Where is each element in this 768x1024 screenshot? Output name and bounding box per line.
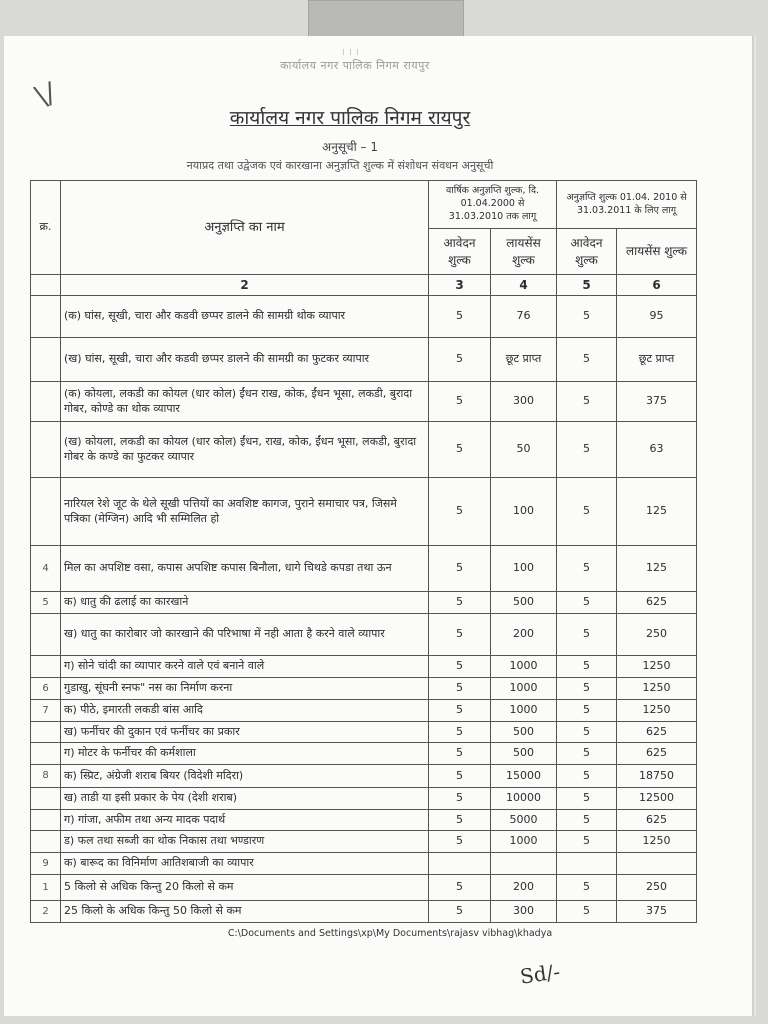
table-row: [31, 700, 697, 722]
row-license-fee-2000: 200: [491, 614, 557, 656]
row-application-fee-2010: 5: [557, 338, 617, 382]
application-fee-header: आवेदन शुल्क: [557, 229, 617, 275]
row-description: नारियल रेशे जूट के थेले सूखी पत्तियों का अवशिष्ट कागज, पुराने समाचार पत्र, जिसमे पत्रिका (मेग्जिन) आदि भी सम्मिलित हो: [61, 478, 429, 546]
row-license-fee-2000: 10000: [491, 788, 557, 810]
row-application-fee-2010: [557, 853, 617, 875]
table-row: [31, 678, 697, 700]
row-description: क) बारूद का विनिर्माण आतिशबाजी का व्यापार: [61, 853, 429, 875]
row-application-fee-2000: 5: [429, 722, 491, 743]
row-description: ख) फर्नीचर की दुकान एवं फर्नीचर का प्रकार: [61, 722, 429, 743]
row-sno: 6: [31, 678, 61, 700]
row-application-fee-2000: [429, 853, 491, 875]
table-row: [31, 831, 697, 853]
row-license-fee-2010: 1250: [617, 700, 697, 722]
row-sno: [31, 296, 61, 338]
row-license-fee-2010: 12500: [617, 788, 697, 810]
row-sno: [31, 656, 61, 678]
row-sno: 8: [31, 765, 61, 788]
row-application-fee-2010: 5: [557, 722, 617, 743]
row-license-fee-2000: 100: [491, 546, 557, 592]
row-application-fee-2000: 5: [429, 788, 491, 810]
row-application-fee-2000: 5: [429, 831, 491, 853]
row-license-fee-2010: 625: [617, 810, 697, 831]
row-license-fee-2000: 100: [491, 478, 557, 546]
row-application-fee-2010: 5: [557, 382, 617, 422]
row-application-fee-2000: 5: [429, 678, 491, 700]
row-application-fee-2010: 5: [557, 592, 617, 614]
row-application-fee-2010: 5: [557, 296, 617, 338]
row-sno: [31, 743, 61, 765]
col-number: 3: [429, 275, 491, 296]
row-license-fee-2010: 125: [617, 546, 697, 592]
row-application-fee-2010: 5: [557, 743, 617, 765]
row-sno: 5: [31, 592, 61, 614]
row-description: ख) ताडी या इसी प्रकार के पेय (देशी शराब): [61, 788, 429, 810]
table-row: [31, 901, 697, 923]
row-application-fee-2010: 5: [557, 901, 617, 923]
row-description: (ख) घांस, सूखी, चारा और कडवी छप्पर डालने की सामग्री का फुटकर व्यापार: [61, 338, 429, 382]
row-license-fee-2000: 76: [491, 296, 557, 338]
row-sno: [31, 422, 61, 478]
col-number: 6: [617, 275, 697, 296]
row-application-fee-2000: 5: [429, 656, 491, 678]
row-application-fee-2000: 5: [429, 765, 491, 788]
col-number: 5: [557, 275, 617, 296]
row-license-fee-2000: 300: [491, 382, 557, 422]
schedule-label: अनुसूची – 1: [322, 140, 378, 154]
row-description: मिल का अपशिष्ट वसा, कपास अपशिष्ट कपास बिनौला, धागे चिथडे कपडा तथा ऊन: [61, 546, 429, 592]
col-number: 4: [491, 275, 557, 296]
row-license-fee-2000: छूट प्राप्त: [491, 338, 557, 382]
row-description: 5 किलो से अधिक किन्तु 20 किलो से कम: [61, 875, 429, 901]
row-application-fee-2000: 5: [429, 614, 491, 656]
row-license-fee-2010: 625: [617, 743, 697, 765]
row-license-fee-2010: 375: [617, 901, 697, 923]
table-row: [31, 656, 697, 678]
row-description: (ख) कोयला, लकडी का कोयल (धार कोल) ईंधन, राख, कोक, ईंधन भूसा, लकडी, बुरादा गोबर के कण्डे का फुटकर व्यापार: [61, 422, 429, 478]
row-license-fee-2000: 500: [491, 592, 557, 614]
row-license-fee-2010: 625: [617, 592, 697, 614]
table-row: [31, 382, 697, 422]
row-application-fee-2010: 5: [557, 614, 617, 656]
row-description: क) स्प्रिट, अंग्रेजी शराब बियर (विदेशी मदिरा): [61, 765, 429, 788]
row-description: गुडाखु, सूंघनी स्नफ" नस का निर्माण करना: [61, 678, 429, 700]
row-sno: [31, 831, 61, 853]
row-sno: [31, 810, 61, 831]
row-license-fee-2010: 1250: [617, 831, 697, 853]
table-row: [31, 853, 697, 875]
margin-checkmark: \/: [30, 75, 60, 114]
faded-stamp-ghost: । । ।: [341, 47, 359, 58]
row-description: क) पीठे, इमारती लकडी बांस आदि: [61, 700, 429, 722]
row-sno: 7: [31, 700, 61, 722]
table-row: [31, 788, 697, 810]
row-description: ख) धातु का कारोबार जो कारखाने की परिभाषा में नही आता है करने वाले व्यापार: [61, 614, 429, 656]
row-sno: [31, 338, 61, 382]
row-application-fee-2010: 5: [557, 478, 617, 546]
scanner-lid-tab: [308, 0, 464, 38]
row-application-fee-2000: 5: [429, 875, 491, 901]
row-description: (क) घांस, सूखी, चारा और कडवी छप्पर डालने की सामग्री थोक व्यापार: [61, 296, 429, 338]
table-row: [31, 810, 697, 831]
row-application-fee-2010: 5: [557, 788, 617, 810]
row-license-fee-2000: 1000: [491, 700, 557, 722]
row-application-fee-2000: 5: [429, 743, 491, 765]
row-application-fee-2010: 5: [557, 546, 617, 592]
table-row: [31, 422, 697, 478]
row-application-fee-2010: 5: [557, 422, 617, 478]
license-fee-table: [30, 180, 697, 923]
table-row: [31, 592, 697, 614]
row-license-fee-2010: 1250: [617, 678, 697, 700]
row-sno: [31, 382, 61, 422]
row-sno: 9: [31, 853, 61, 875]
row-sno: [31, 788, 61, 810]
row-description: ग) गांजा, अफीम तथा अन्य मादक पदार्थ: [61, 810, 429, 831]
row-sno: 1: [31, 875, 61, 901]
row-license-fee-2000: 500: [491, 743, 557, 765]
row-license-fee-2010: छूट प्राप्त: [617, 338, 697, 382]
row-license-fee-2000: 50: [491, 422, 557, 478]
row-license-fee-2010: 250: [617, 614, 697, 656]
row-license-fee-2000: 5000: [491, 810, 557, 831]
col-name-header: अनुज्ञप्ति का नाम: [61, 181, 429, 275]
row-license-fee-2000: 300: [491, 901, 557, 923]
row-license-fee-2010: 18750: [617, 765, 697, 788]
row-application-fee-2000: 5: [429, 810, 491, 831]
row-description: ग) मोटर के फर्नीचर की कर्मशाला: [61, 743, 429, 765]
period1-header: वार्षिक अनुज्ञप्ति शुल्क, दि. 01.04.2000 से 31.03.2010 तक लागू: [429, 181, 557, 229]
row-sno: 4: [31, 546, 61, 592]
row-description: (क) कोयला, लकडी का कोयल (धार कोल) ईंधन राख, कोक, ईंधन भूसा, लकडी, बुरादा गोबर, कोण्डे का थोक व्यापार: [61, 382, 429, 422]
row-sno: [31, 478, 61, 546]
row-application-fee-2010: 5: [557, 678, 617, 700]
row-application-fee-2010: 5: [557, 831, 617, 853]
signature: Sd/-: [518, 959, 562, 989]
page-title: कार्यालय नगर पालिक निगम रायपुर: [229, 107, 471, 129]
row-license-fee-2000: 200: [491, 875, 557, 901]
row-application-fee-2000: 5: [429, 382, 491, 422]
row-license-fee-2010: 63: [617, 422, 697, 478]
row-license-fee-2010: 125: [617, 478, 697, 546]
table-row: [31, 614, 697, 656]
file-path-footer: C:\Documents and Settings\xp\My Documents\rajasv vibhag\khadya: [227, 928, 553, 939]
row-description: क) धातु की ढलाई का कारखाने: [61, 592, 429, 614]
row-license-fee-2010: [617, 853, 697, 875]
row-license-fee-2010: 95: [617, 296, 697, 338]
row-sno: 2: [31, 901, 61, 923]
row-license-fee-2000: 1000: [491, 678, 557, 700]
row-application-fee-2000: 5: [429, 546, 491, 592]
application-fee-header: आवेदन शुल्क: [429, 229, 491, 275]
page-subtitle: नयाप्रद तथा उद्वेजक एवं कारखाना अनुज्ञप्ति शुल्क में संशोधन संवधन अनुसूची: [186, 159, 494, 172]
row-license-fee-2010: 625: [617, 722, 697, 743]
row-license-fee-2000: 1000: [491, 831, 557, 853]
col-number-blank: [31, 275, 61, 296]
row-application-fee-2010: 5: [557, 656, 617, 678]
table-row: [31, 875, 697, 901]
row-license-fee-2000: [491, 853, 557, 875]
row-license-fee-2000: 1000: [491, 656, 557, 678]
table-row: [31, 765, 697, 788]
table-row: [31, 478, 697, 546]
row-license-fee-2000: 15000: [491, 765, 557, 788]
table-row: [31, 296, 697, 338]
row-application-fee-2000: 5: [429, 592, 491, 614]
row-application-fee-2000: 5: [429, 296, 491, 338]
col-number: 2: [61, 275, 429, 296]
row-license-fee-2000: 500: [491, 722, 557, 743]
row-application-fee-2010: 5: [557, 700, 617, 722]
row-license-fee-2010: 250: [617, 875, 697, 901]
row-sno: [31, 614, 61, 656]
row-application-fee-2000: 5: [429, 700, 491, 722]
row-description: ड) फल तथा सब्जी का थोक निकास तथा भण्डारण: [61, 831, 429, 853]
table-row: [31, 546, 697, 592]
row-application-fee-2000: 5: [429, 901, 491, 923]
row-sno: [31, 722, 61, 743]
row-application-fee-2000: 5: [429, 478, 491, 546]
col-sno-header: क्र.: [31, 181, 61, 275]
row-application-fee-2010: 5: [557, 875, 617, 901]
row-application-fee-2000: 5: [429, 338, 491, 382]
license-fee-header: लायसेंस शुल्क: [491, 229, 557, 275]
license-fee-header: लायसेंस शुल्क: [617, 229, 697, 275]
table-row: [31, 743, 697, 765]
row-license-fee-2010: 1250: [617, 656, 697, 678]
row-description: ग) सोने चांदी का व्यापार करने वाले एवं बनाने वाले: [61, 656, 429, 678]
row-description: 25 किलो के अधिक किन्तु 50 किलो से कम: [61, 901, 429, 923]
row-license-fee-2010: 375: [617, 382, 697, 422]
table-row: [31, 338, 697, 382]
row-application-fee-2000: 5: [429, 422, 491, 478]
period2-header: अनुज्ञप्ति शुल्क 01.04. 2010 से 31.03.2011 के लिए लागू: [557, 181, 697, 229]
row-application-fee-2010: 5: [557, 810, 617, 831]
row-application-fee-2010: 5: [557, 765, 617, 788]
table-row: [31, 722, 697, 743]
faded-stamp: कार्यालय नगर पालिक निगम रायपुर: [280, 59, 430, 72]
